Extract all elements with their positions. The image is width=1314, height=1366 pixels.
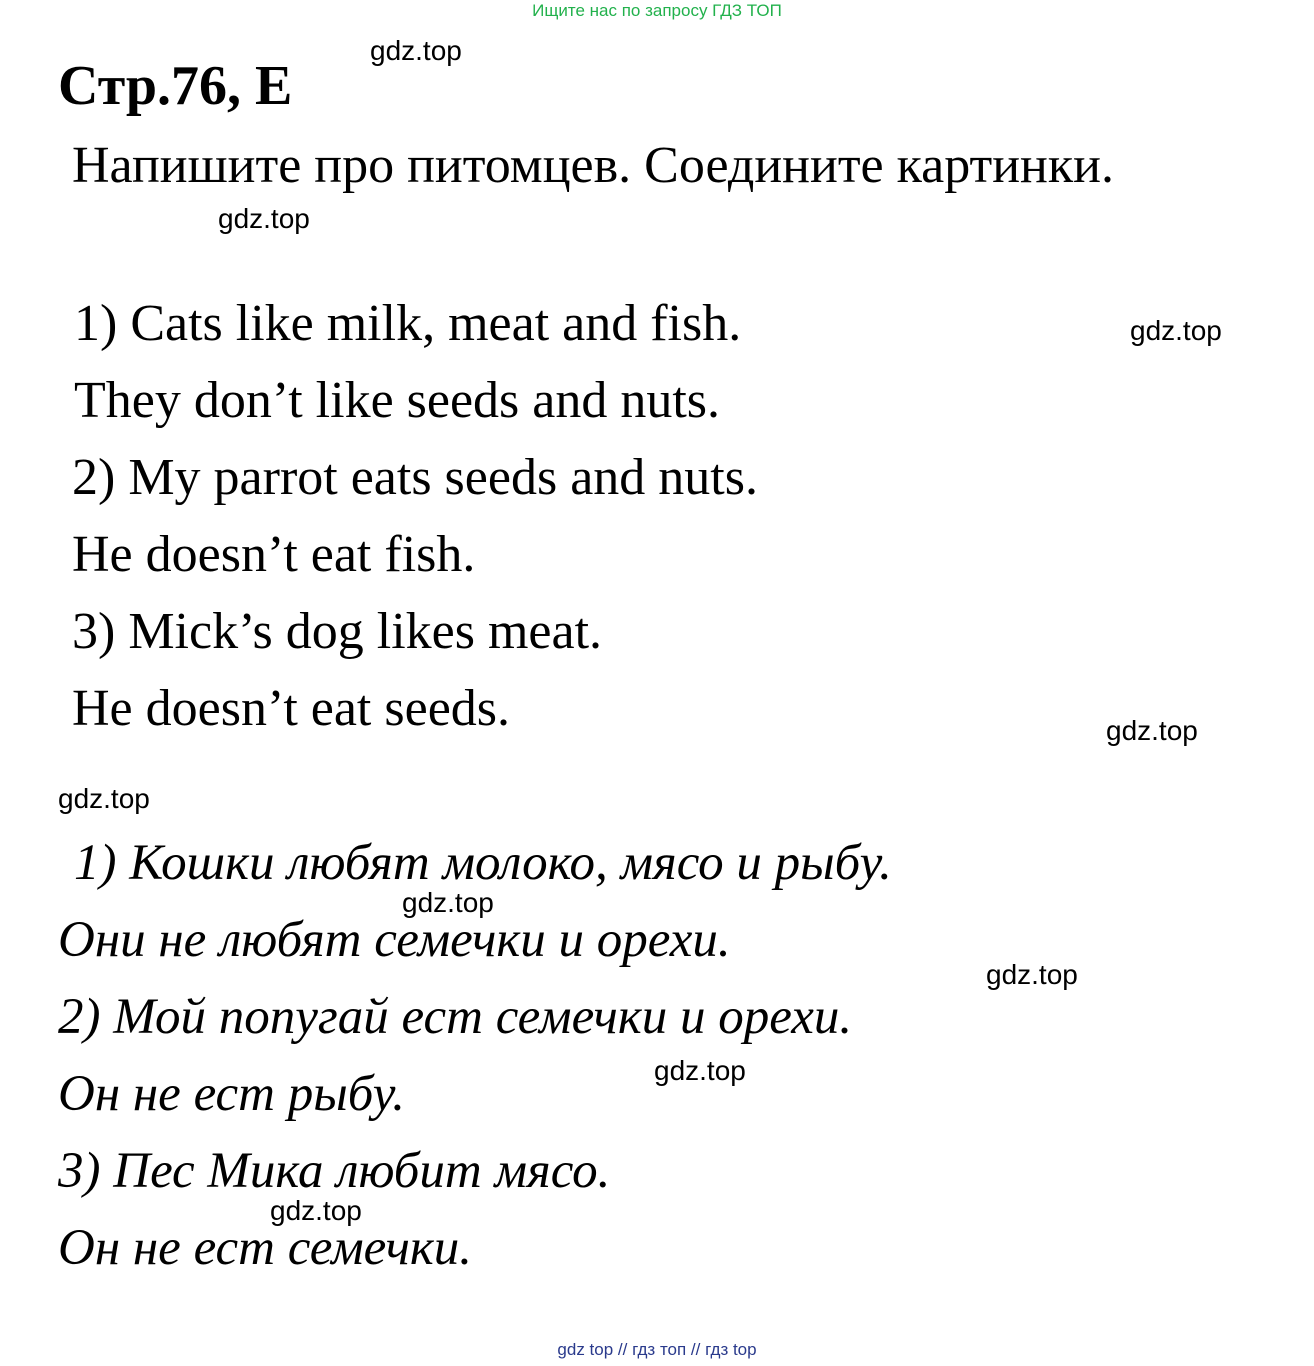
english-line-4: He doesn’t eat fish. [72, 526, 476, 583]
watermark: gdz.top [986, 959, 1078, 990]
page-title: Стр.76, E [58, 55, 293, 117]
russian-line-6: Он не ест семечки. [58, 1220, 473, 1276]
russian-line-5: 3) Пес Мика любит мясо. [58, 1143, 611, 1199]
watermark: gdz.top [58, 783, 150, 814]
russian-line-3: 2) Мой попугай ест семечки и орехи. [58, 989, 853, 1045]
watermark: gdz.top [1106, 715, 1198, 746]
task-instruction: Напишите про питомцев. Соедините картинки. [72, 137, 1114, 194]
watermark: gdz.top [370, 35, 462, 66]
english-line-6: He doesn’t eat seeds. [72, 680, 511, 737]
english-line-1: 1) Cats like milk, meat and fish. [74, 295, 742, 352]
watermark: gdz.top [218, 203, 310, 234]
english-line-5: 3) Mick’s dog likes meat. [72, 603, 603, 660]
search-banner[interactable]: Ищите нас по запросу ГДЗ ТОП [532, 1, 782, 20]
russian-line-2: Они не любят семечки и орехи. [58, 912, 731, 968]
watermark: gdz.top [1130, 315, 1222, 346]
watermark: gdz.top [402, 887, 494, 918]
english-line-2: They don’t like seeds and nuts. [74, 372, 721, 429]
russian-line-1: 1) Кошки любят молоко, мясо и рыбу. [74, 835, 892, 891]
english-line-3: 2) My parrot eats seeds and nuts. [72, 449, 758, 506]
watermark: gdz.top [654, 1055, 746, 1086]
russian-line-4: Он не ест рыбу. [58, 1066, 405, 1122]
watermark: gdz.top [270, 1195, 362, 1226]
footer-links[interactable]: gdz top // гдз топ // гдз top [557, 1340, 757, 1359]
